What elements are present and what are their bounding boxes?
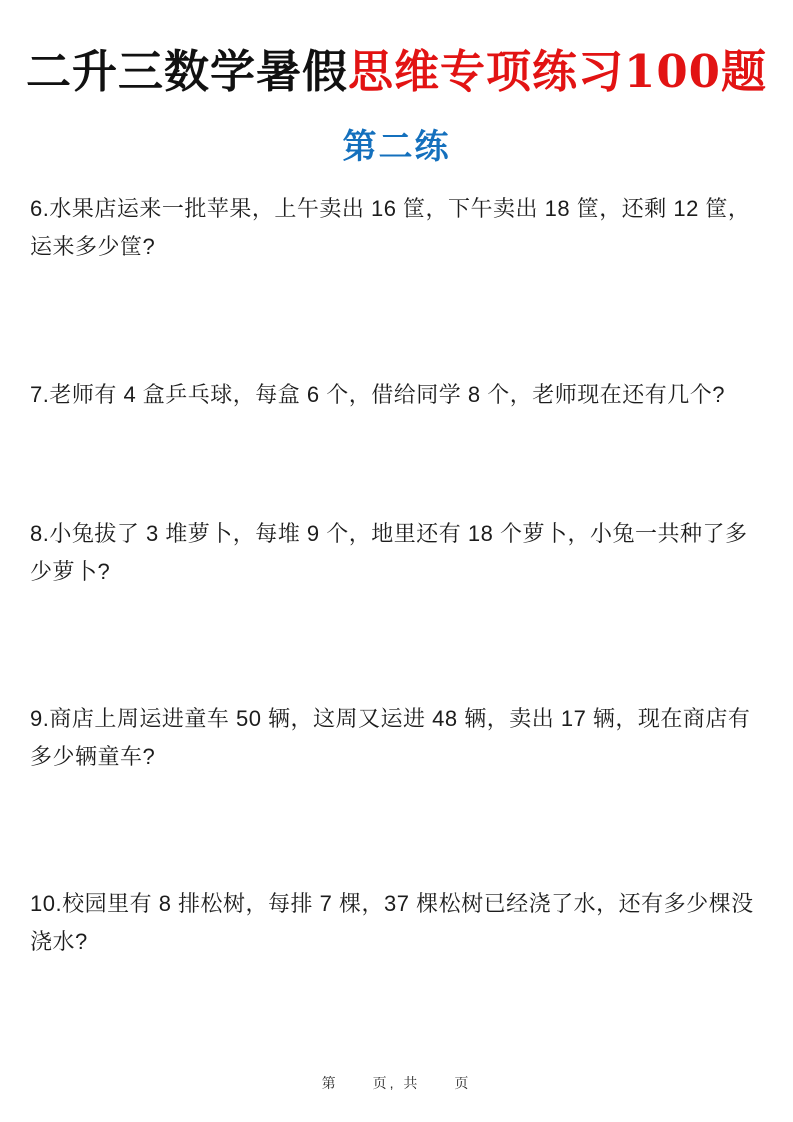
question-item-10: 10.校园里有 8 排松树，每排 7 棵，37 棵松树已经浇了水，还有多少棵没浇水? (30, 891, 754, 954)
question-item-9: 9.商店上周运进童车 50 辆，这周又运进 48 辆，卖出 17 辆，现在商店有多少辆童车? (30, 706, 751, 769)
page-title-red-segment: 思维专项练习100题 (348, 45, 767, 98)
page-subtitle: 第二练 (342, 127, 451, 167)
page-title-black-segment: 二升三数学暑假 (26, 45, 349, 98)
question-item-7: 7.老师有 4 盒乒乓球，每盒 6 个，借给同学 8 个，老师现在还有几个? (30, 382, 725, 407)
question-item-6: 6.水果店运来一批苹果，上午卖出 16 筐，下午卖出 18 筐，还剩 12 筐，运来多少筐? (30, 196, 751, 259)
page-number-footer: 第 页, 共 页 (321, 1075, 472, 1091)
question-item-8: 8.小兔拔了 3 堆萝卜，每堆 9 个，地里还有 18 个萝卜，小兔一共种了多少萝卜? (30, 521, 748, 584)
page-title (0, 36, 793, 108)
